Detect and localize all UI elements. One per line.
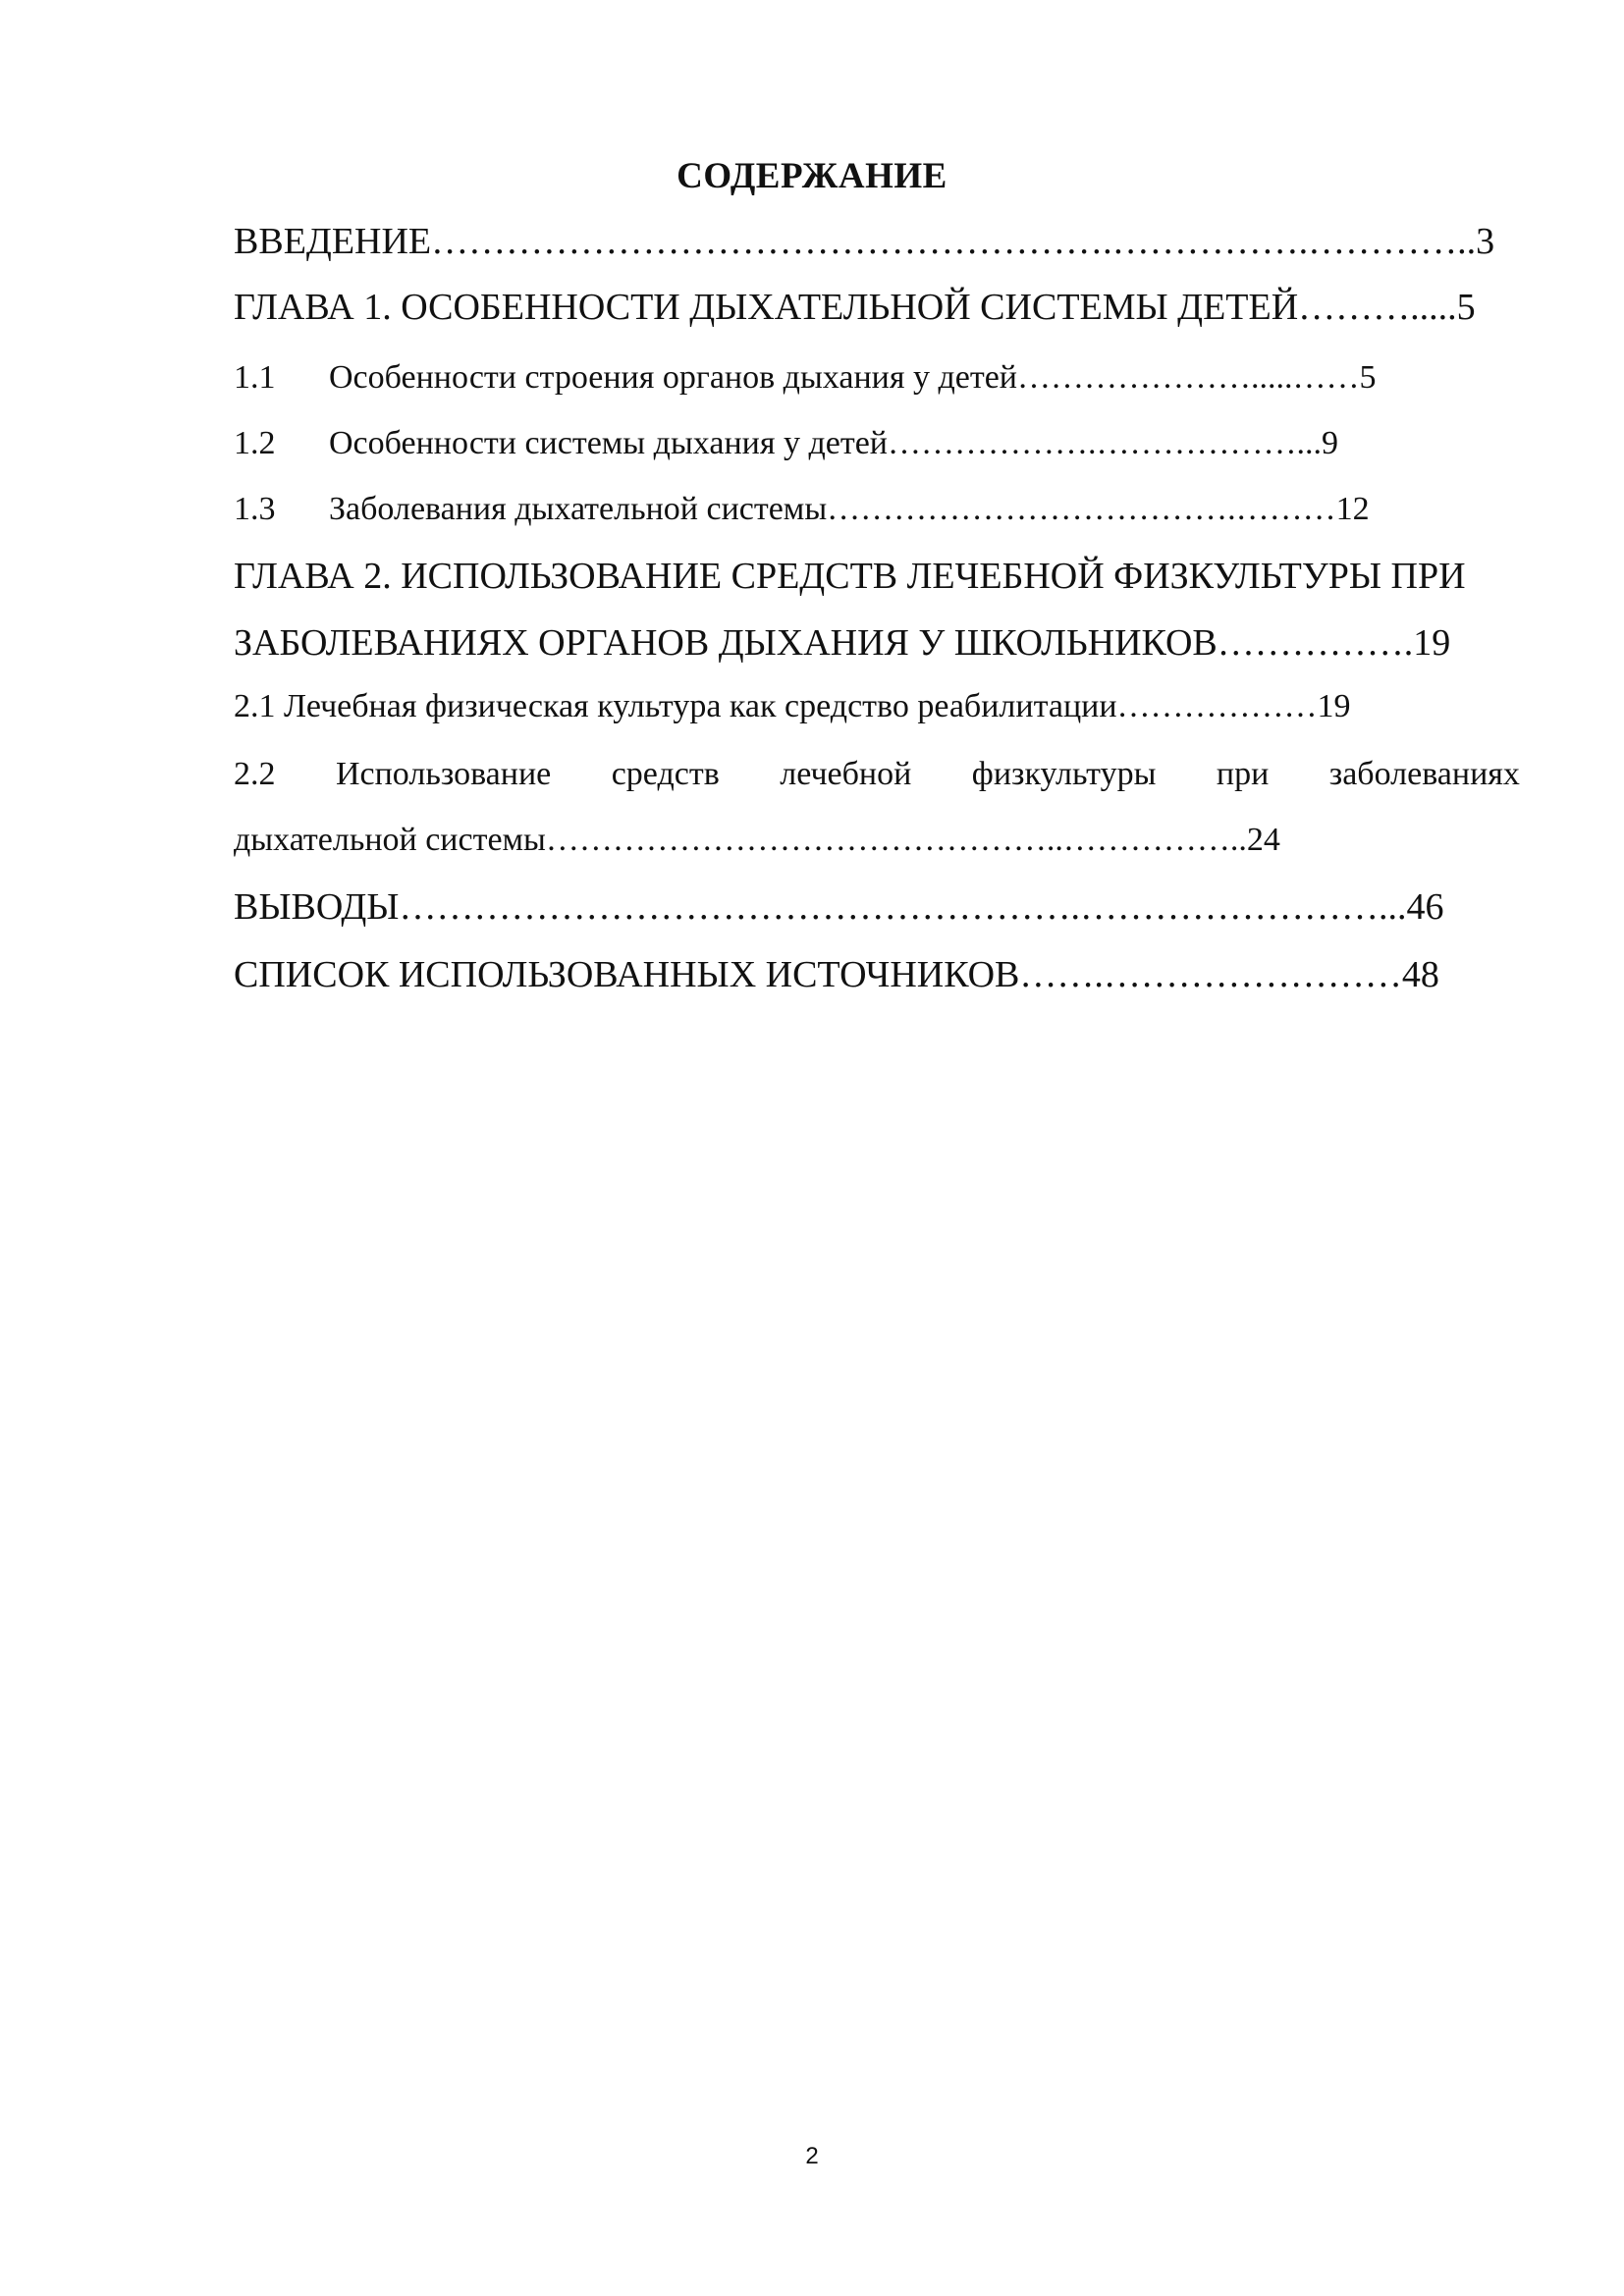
- toc-entry-text: Особенности строения органов дыхания у детей………………….....……5: [329, 359, 1377, 396]
- toc-entry-number: 1.2: [234, 425, 276, 461]
- toc-entry-introduction[interactable]: [234, 219, 1520, 264]
- toc-entry-text: Особенности системы дыхания у детей……………….………………...9: [329, 425, 1339, 461]
- toc-entry-text: ГЛАВА 2. ИСПОЛЬЗОВАНИЕ СРЕДСТВ ЛЕЧЕБНОЙ ФИЗКУЛЬТУРЫ ПРИ: [234, 556, 1466, 597]
- toc-entry-1-2[interactable]: [234, 423, 1520, 464]
- toc-entry-text: ВВЕДЕНИЕ……………………………………………….…………….…………..3: [234, 221, 1495, 262]
- toc-entry-number: 1.1: [234, 359, 276, 396]
- toc-entry-text: ГЛАВА 1. ОСОБЕННОСТИ ДЫХАТЕЛЬНОЙ СИСТЕМЫ ДЕТЕЙ……….....5: [234, 287, 1476, 328]
- toc-entry-text: ВЫВОДЫ……………………………………………….……………………...46: [234, 886, 1444, 928]
- toc-word: 2.2: [234, 756, 276, 792]
- toc-entry-1-3[interactable]: [234, 489, 1520, 530]
- page-title: СОДЕРЖАНИЕ: [677, 156, 947, 196]
- toc-entry-number: 1.3: [234, 491, 276, 527]
- toc-word: средств: [611, 756, 720, 792]
- toc-entry-2-1[interactable]: [234, 686, 1520, 727]
- toc-entry-text: Заболевания дыхательной системы……………………………….………12: [329, 491, 1370, 527]
- toc-entry-text: дыхательной системы………………………………………..……………..24: [234, 822, 1280, 858]
- toc-entry-references[interactable]: [234, 952, 1520, 997]
- toc-entry-chapter-2-line-2[interactable]: [234, 620, 1520, 666]
- toc-entry-1-1[interactable]: [234, 357, 1520, 399]
- toc-entry-2-2-line-2[interactable]: [234, 820, 1520, 861]
- toc-entry-chapter-1[interactable]: [234, 285, 1520, 330]
- page-number: 2: [805, 2143, 819, 2169]
- toc-entry-conclusions[interactable]: [234, 884, 1520, 930]
- toc-entry-text: СПИСОК ИСПОЛЬЗОВАННЫХ ИСТОЧНИКОВ…….……………………48: [234, 954, 1439, 995]
- toc-entry-2-2-line-1[interactable]: [234, 754, 1520, 795]
- toc-word: заболеваниях: [1328, 756, 1520, 792]
- toc-entry-text: 2.1 Лечебная физическая культура как средство реабилитации………………19: [234, 688, 1351, 724]
- toc-entry-text: ЗАБОЛЕВАНИЯХ ОРГАНОВ ДЫХАНИЯ У ШКОЛЬНИКОВ…………….19: [234, 622, 1451, 664]
- toc-entry-chapter-2-line-1[interactable]: [234, 554, 1520, 599]
- toc-word: при: [1216, 756, 1270, 792]
- toc-word: лечебной: [780, 756, 912, 792]
- toc-word: Использование: [335, 756, 552, 792]
- toc-word: физкультуры: [971, 756, 1157, 792]
